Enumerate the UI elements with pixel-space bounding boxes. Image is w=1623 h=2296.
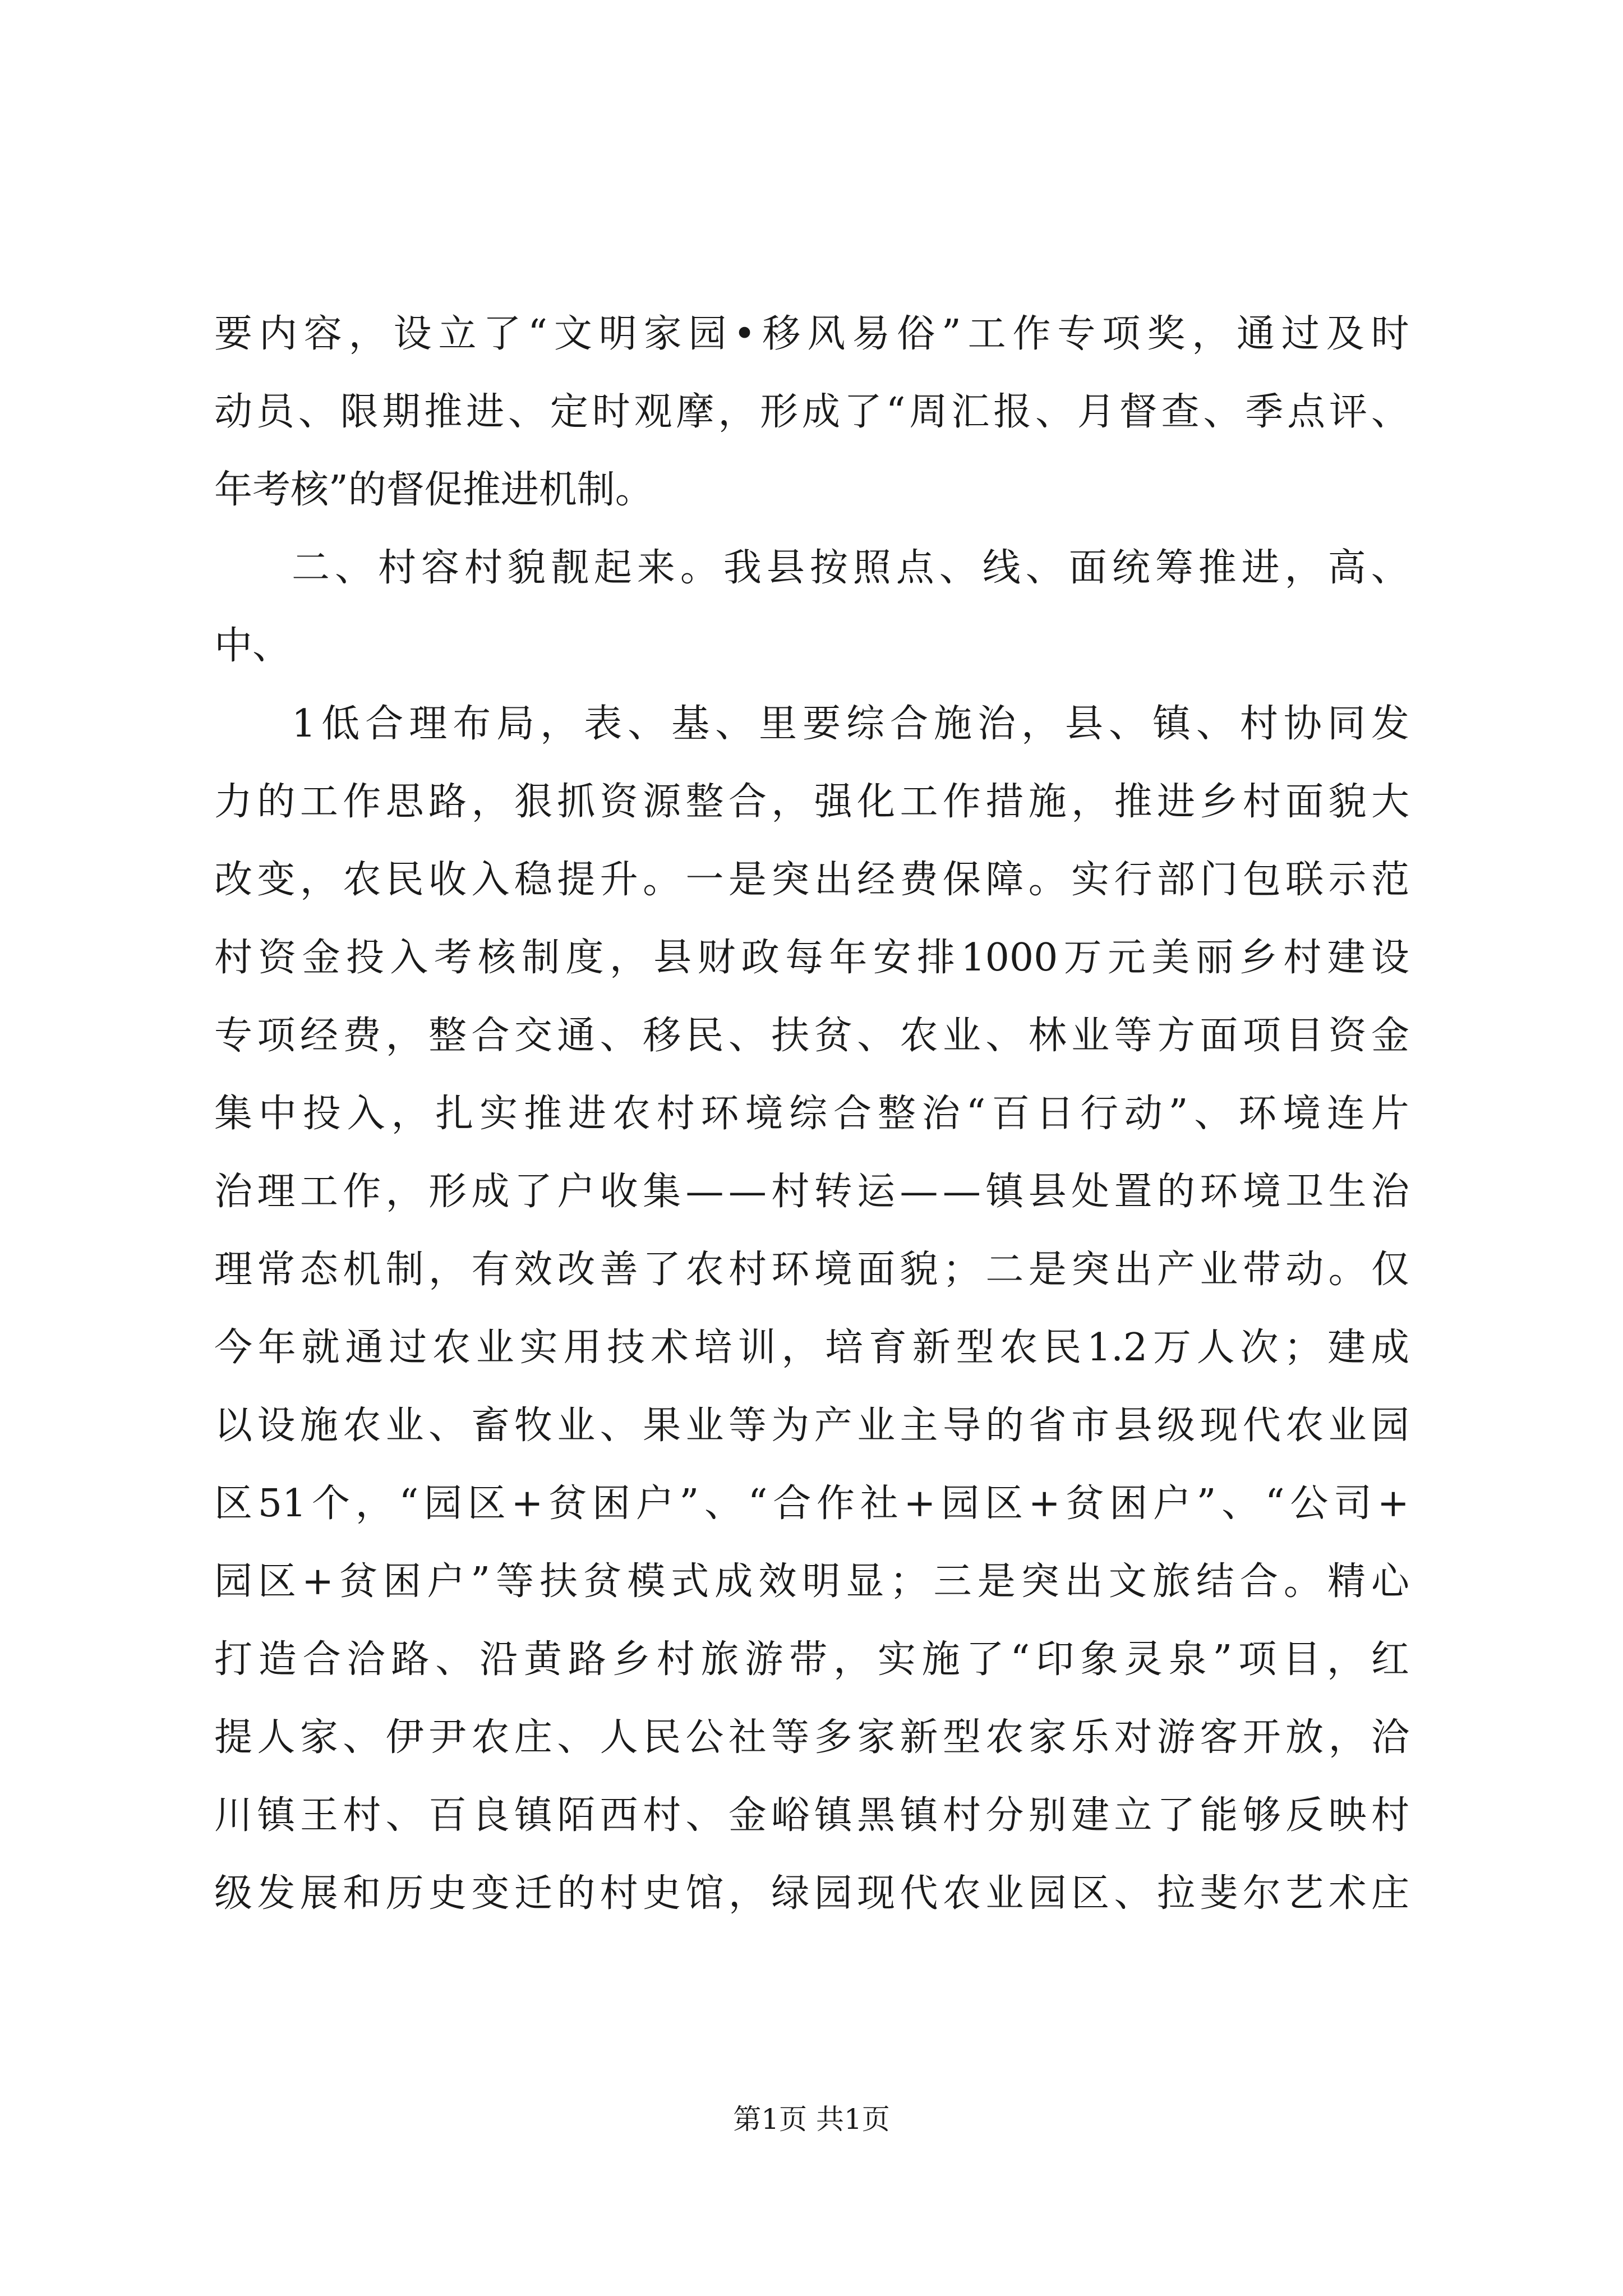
text-line: 力 的 工 作 思 路 ， 狠 抓 资 源 整 合 ， 强 化 工 作 措 施 ， 推 进 乡 村 面 貌 大 — [214, 780, 1409, 824]
text-line: 园 区 + 贫 困 户 ” 等 扶 贫 模 式 成 效 明 显 ； 三 是 突 出 文 旅 结 合 。 精 心 — [214, 1559, 1409, 1604]
page-footer: 第1页 共1页 — [733, 2103, 890, 2136]
text-line: 改 变 ， 农 民 收 入 稳 提 升 。 一 是 突 出 经 费 保 障 。 实 行 部 门 包 联 示 范 — [214, 858, 1409, 902]
text-line: 以 设 施 农 业 、 畜 牧 业 、 果 业 等 为 产 业 主 导 的 省 市 县 级 现 代 农 业 园 — [214, 1404, 1409, 1448]
text-line: 今 年 就 通 过 农 业 实 用 技 术 培 训 ， 培 育 新 型 农 民 1.2 万 人 次 ； 建 成 — [214, 1326, 1409, 1370]
text-line: 动 员 、 限 期 推 进 、 定 时 观 摩 ， 形 成 了 “ 周 汇 报 、 月 督 查 、 季 点 评 、 — [214, 390, 1409, 434]
text-line: 级 发 展 和 历 史 变 迁 的 村 史 馆 ， 绿 园 现 代 农 业 园 区 、 拉 斐 尔 艺 术 庄 — [214, 1871, 1409, 1916]
text-line: 要 内 容 ， 设 立 了 “ 文 明 家 园 • 移 风 易 俗 ” 工 作 专 项 奖 ， 通 过 及 时 — [214, 312, 1409, 356]
text-line: 集 中 投 入 ， 扎 实 推 进 农 村 环 境 综 合 整 治 “ 百 日 行 动 ” 、 环 境 连 片 — [214, 1092, 1409, 1136]
text-line: 年考核”的督促推进机制。 — [214, 468, 653, 512]
text-line: 提 人 家 、 伊 尹 农 庄 、 人 民 公 社 等 多 家 新 型 农 家 乐 对 游 客 开 放 ， 洽 — [214, 1715, 1409, 1760]
text-line: 二 、 村 容 村 貌 靓 起 来 。 我 县 按 照 点 、 线 、 面 统 筹 推 进 ， 高 、 — [292, 546, 1409, 590]
text-line: 治 理 工 作 ， 形 成 了 户 收 集 — — 村 转 运 — — 镇 县 处 置 的 环 境 卫 生 治 — [214, 1170, 1409, 1214]
text-line: 理 常 态 机 制 ， 有 效 改 善 了 农 村 环 境 面 貌 ； 二 是 突 出 产 业 带 动 。 仅 — [214, 1248, 1409, 1292]
text-line: 专 项 经 费 ， 整 合 交 通 、 移 民 、 扶 贫 、 农 业 、 林 业 等 方 面 项 目 资 金 — [214, 1014, 1409, 1058]
text-line: 川 镇 王 村 、 百 良 镇 陌 西 村 、 金 峪 镇 黑 镇 村 分 别 建 立 了 能 够 反 映 村 — [214, 1793, 1409, 1838]
text-line: 村 资 金 投 入 考 核 制 度 ， 县 财 政 每 年 安 排 1000 万 元 美 丽 乡 村 建 设 — [214, 936, 1409, 980]
text-line: 区 51 个 ， “ 园 区 + 贫 困 户 ” 、 “ 合 作 社 + 园 区 + 贫 困 户 ” 、 “ 公 司 + — [214, 1481, 1409, 1526]
text-line: 打 造 合 洽 路 、 沿 黄 路 乡 村 旅 游 带 ， 实 施 了 “ 印 象 灵 泉 ” 项 目 ， 红 — [214, 1637, 1409, 1682]
text-line: 中、 — [214, 624, 291, 668]
text-line: 1 低 合 理 布 局 ， 表 、 基 、 里 要 综 合 施 治 ， 县 、 镇 、 村 协 同 发 — [292, 702, 1409, 746]
